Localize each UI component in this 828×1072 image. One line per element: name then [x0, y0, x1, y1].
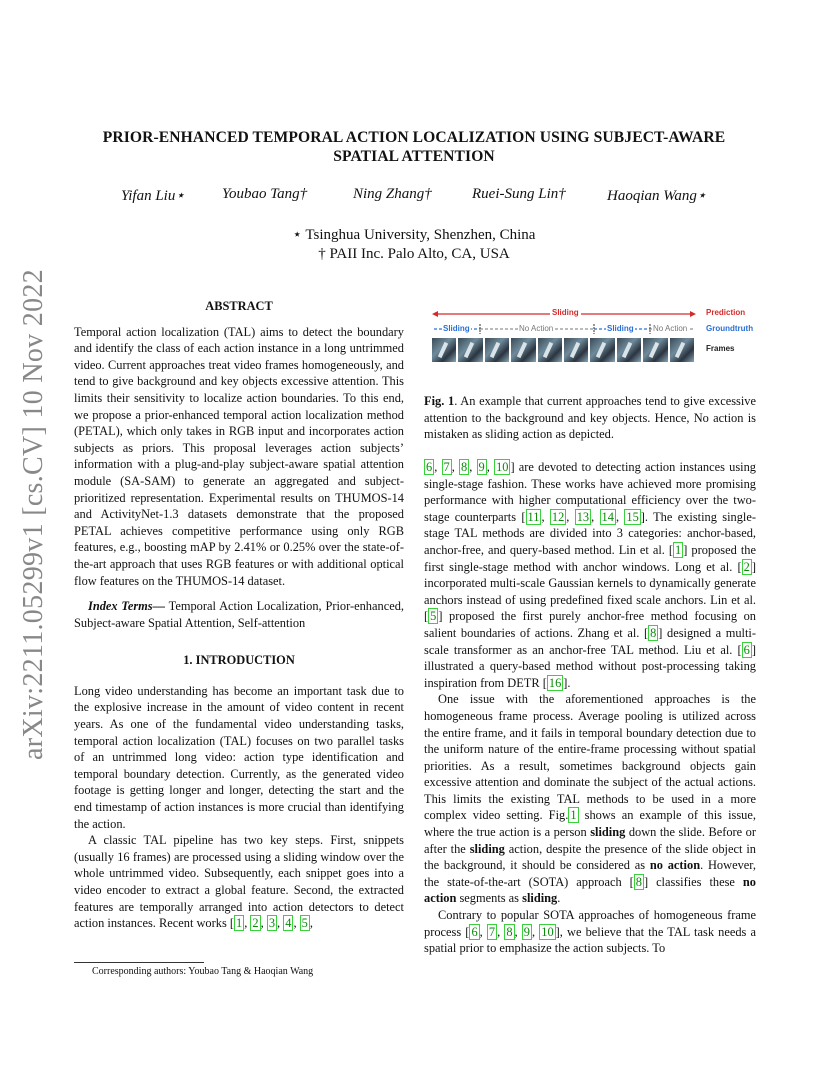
text-run: action, despite the presence of the slide object in the background, it should be considered as: [424, 841, 756, 873]
text-run: down the slide. Before or after the: [424, 825, 756, 856]
abstract-text: Temporal action localization (TAL) aims to detect the boundary and identify the class of each action instance in a long untrimmed video. Current approaches treat video frames homogeneously, and tend to give background and key objects excessive attention. This limits their sensitivity to localize action boundaries. To this end, we propose a prior-enhanced temporal action localization method (PETAL), which only takes in RGB input and incorporates action subjects as priors. This proposal leverages action subjects’ information with a plug-and-play subject-aware spatial attention module (SA-SAM) to generate an aggregated and subject-prioritized representation. Experimental results on THUMOS-14 and ActivityNet-1.3 datasets demonstrate that the proposed PETAL achieves competitive performance using only RGB features, e.g., boosting mAP by 2.41% or 0.25% over the state-of-the-art approach that uses RGB features or with additional optical flow features on the THUMOS-14 dataset.: [74, 324, 404, 588]
text-run: classifies these: [656, 874, 735, 889]
video-frame: [432, 338, 456, 362]
citation-link[interactable]: 13: [576, 509, 590, 524]
citation-link[interactable]: 1: [236, 916, 243, 931]
citation-link[interactable]: 3: [268, 916, 276, 931]
citation-link[interactable]: 6: [471, 924, 478, 939]
author-4: Ruei-Sung Lin†: [472, 186, 566, 202]
intro-paragraph-1: Long video understanding has become an important task due to the explosive increase in the amount of video content in recent years. As one of the fundamental video understanding tasks, temporal action localization (TAL) focuses on two parallel tasks of an untrimmed long video: action type identification and temporal boundary detection. Currently, as the generated video footage is getting longer and longer, detecting the start and the end timestamp of action instances is more crucial than identifying the action.: [74, 683, 404, 831]
emphasis: no action: [649, 858, 701, 873]
text-run: proposed the first purely anchor-free method focusing on salient boundaries of actions. Zhang et al.: [424, 609, 756, 640]
video-frame: [538, 338, 562, 362]
caption-label: Fig. 1: [424, 394, 455, 408]
video-frame: [670, 338, 694, 362]
citation-link[interactable]: 11: [527, 509, 540, 524]
figure-1: [432, 306, 762, 366]
author-2: Youbao Tang†: [222, 186, 308, 202]
paper-title: [60, 128, 768, 166]
affiliation-2: † PAII Inc. Palo Alto, CA, USA: [318, 246, 510, 262]
video-frame: [617, 338, 641, 362]
right-paragraph-1: 6 , 7 , 8 , 9 , 10 ] are devoted to detecting action instances using single-stage fashion. These works have achieved more promising performance with higher computational efficiency over the two-stage counterparts [ 11 , 12 , 13 , 14 , 15 ]. The existing single-stage TAL methods are divided into 3 categories: anchor-based, anchor-free, and query-based method. Lin et al. [ 1 ] proposed the first single-stage method with anchor windows. Long et al. [ 2 ] incorporated multi-scale Gaussian kernels to dynamically generate anchors instead of using predefined fixed scale anchors. Lin et al. [ 5 ] proposed the first purely anchor-free method focusing on salient boundaries of actions. Zhang et al. [ 8 ] designed a multi-scale transformer as an anchor-free TAL method. Liu et al. [ 6 ] illustrated a query-based method without post-processing taking inspiration from DETR [ 16 ].: [424, 460, 757, 690]
emphasis: sliding: [522, 891, 558, 906]
title-line-1: PRIOR-ENHANCED TEMPORAL ACTION LOCALIZATION USING SUBJECT-AWARE: [102, 129, 726, 146]
citation-link[interactable]: 8: [506, 924, 513, 939]
video-frame: [590, 338, 614, 362]
text-run: shows an example of this issue, where the true action is a person: [424, 808, 756, 840]
gt-label-noaction-2: No Action: [653, 324, 688, 333]
frames-label: Frames: [706, 344, 735, 353]
introduction-heading: 1. INTRODUCTION: [183, 653, 295, 668]
text-run: Contrary to popular SOTA approaches of homogeneous frame process: [424, 908, 756, 939]
video-frame: [458, 338, 482, 362]
citation-link[interactable]: 8: [650, 625, 657, 640]
title-line-2: SPATIAL ATTENTION: [333, 148, 495, 165]
citation-link[interactable]: 15: [626, 509, 639, 524]
right-column: [424, 459, 756, 957]
footnote: Corresponding authors: Youbao Tang & Haoqian Wang: [92, 966, 314, 977]
intro-paragraph-2: A classic TAL pipeline has two key steps. First, snippets (usually 16 frames) are processed using a sliding window over the whole untrimmed video. Subsequently, each snippet goes into a video encoder to extract a global feature. Second, the extracted features are temporally arranged into action detectors to detect action instances. Recent works [ 1 , 2 , 3 , 4 , 5 ,: [74, 833, 404, 931]
citation-link[interactable]: 8: [461, 460, 468, 474]
citation-link[interactable]: 10: [541, 924, 554, 939]
footnote-rule: [74, 962, 204, 963]
gt-label-noaction-1: No Action: [519, 324, 554, 333]
abstract-section: [74, 298, 404, 932]
citation-link[interactable]: 6: [426, 460, 433, 474]
citation-link[interactable]: 9: [523, 924, 530, 939]
author-5: Haoqian Wang⋆: [607, 188, 707, 204]
text-run: illustrated a query-based method without post-processing taking inspiration from DETR: [424, 659, 756, 690]
index-terms-text: Temporal Action Localization, Prior-enhanced, Subject-aware Spatial Attention, Self-attention: [74, 599, 404, 630]
citation-link[interactable]: 12: [551, 509, 565, 524]
figure-link[interactable]: 1: [570, 808, 577, 823]
text-run: incorporated multi-scale Gaussian kernels to dynamically generate anchors instead of using predefined fixed scale anchors. Lin et al.: [424, 576, 756, 607]
citation-link[interactable]: 7: [488, 924, 496, 939]
citation-link[interactable]: 5: [430, 609, 437, 624]
citation-link[interactable]: 8: [635, 874, 642, 889]
gt-label-sliding-1: Sliding: [443, 324, 470, 333]
emphasis: sliding: [590, 825, 626, 840]
citation-link[interactable]: 2: [252, 916, 259, 931]
intro-paragraph-2-text: A classic TAL pipeline has two key steps. First, snippets (usually 16 frames) are processed using a sliding window over the whole untrimmed video. Subsequently, each snippet goes into a video encoder to extract a global feature. Second, the extracted features are temporally arranged into action detectors to detect action instances. Recent works: [74, 833, 404, 931]
text-run: designed a multi-scale transformer as an anchor-free TAL method. Liu et al.: [424, 625, 756, 657]
text-run: proposed the first single-stage method with anchor windows. Long et al.: [424, 542, 756, 574]
prediction-label: Prediction: [706, 308, 746, 317]
emphasis: sliding: [469, 841, 505, 856]
citation-link[interactable]: 14: [601, 509, 614, 524]
citation-link[interactable]: 6: [743, 642, 750, 657]
citation-link[interactable]: 9: [478, 460, 485, 474]
arxiv-identifier: arXiv:2211.05299v1 [cs.CV] 10 Nov 2022: [18, 269, 49, 760]
prediction-segment-label: Sliding: [552, 308, 579, 317]
gt-label-sliding-2: Sliding: [607, 324, 634, 333]
citation-link[interactable]: 4: [285, 916, 292, 931]
citation-link[interactable]: 2: [743, 559, 750, 574]
text-run: are devoted to detecting action instances using single-stage fashion. These works have achieved more promising performance with higher computational efficiency over the two-stage counterparts: [424, 460, 756, 524]
citation-link[interactable]: 5: [301, 916, 308, 931]
emphasis: no action: [424, 874, 756, 906]
index-terms-label: Index Terms—: [88, 599, 166, 614]
text-run: segments as: [459, 891, 520, 906]
abstract-heading: ABSTRACT: [205, 299, 273, 313]
video-frame: [643, 338, 667, 362]
text-run: . The existing single-stage TAL methods are divided into 3 categories: anchor-based, anchor-free, and query-based method. Lin et al.: [424, 509, 757, 557]
figure-caption: [424, 393, 756, 443]
prediction-arrow-left: [432, 311, 438, 317]
citation-link[interactable]: 16: [548, 675, 562, 690]
text-run: . However, the state-of-the-art (SOTA) approach: [424, 858, 756, 889]
citation-link[interactable]: 7: [443, 460, 450, 474]
video-frame: [564, 338, 588, 362]
author-1: Yifan Liu⋆: [121, 188, 185, 204]
groundtruth-label: Groundtruth: [706, 324, 754, 333]
index-terms: [74, 598, 404, 631]
citation-link[interactable]: 1: [675, 542, 682, 557]
right-paragraph-2: One issue with the aforementioned approaches is the homogeneous frame process. Average pooling is utilized across the entire frame, and it fails in temporal boundary detection due to the uniform nature of the entire-frame processing without spatial priorities. As a result, sometimes background objects gain excessive attention and dominate the subject of the actual actions. This limits the existing TAL methods to be used in a more complex video setting. Fig. 1 shows an example of this issue, where the true action is a person sliding down the slide. Before or after the sliding action, despite the presence of the slide object in the background, it should be considered as no action. However, the state-of-the-art (SOTA) approach [ 8 ] classifies these no action segments as sliding.: [424, 692, 756, 906]
citation-link[interactable]: 10: [496, 460, 509, 474]
text-run: One issue with the aforementioned approaches is the homogeneous frame process. Average pooling is utilized across the entire frame, and it fails in temporal boundary detection due to the uniform nature of the entire-frame processing without spatial priorities. As a result, sometimes background objects gain excessive attention and dominate the subject of the actual actions. This limits the existing TAL methods to be used in a more complex video setting. Fig.: [424, 692, 756, 823]
video-frame: [511, 338, 535, 362]
right-paragraph-3: Contrary to popular SOTA approaches of homogeneous frame process [ 6 , 7 , 8 , 9 , 10 ], we believe that the TAL task needs a spatial prior to emphasize the action subjects. To: [424, 908, 757, 956]
text-run: , we believe that the TAL task needs a spatial prior to emphasize the action subjects. To: [424, 924, 757, 956]
author-3: Ning Zhang†: [353, 186, 432, 202]
caption-text: . An example that current approaches tend to give excessive attention to the background and key objects. Hence, No action is mistaken as sliding action as depicted.: [424, 394, 756, 442]
prediction-arrow-right: [690, 311, 696, 317]
video-frames-strip: [432, 338, 694, 362]
video-frame: [485, 338, 509, 362]
affiliation-1: ⋆ Tsinghua University, Shenzhen, China: [292, 227, 536, 243]
